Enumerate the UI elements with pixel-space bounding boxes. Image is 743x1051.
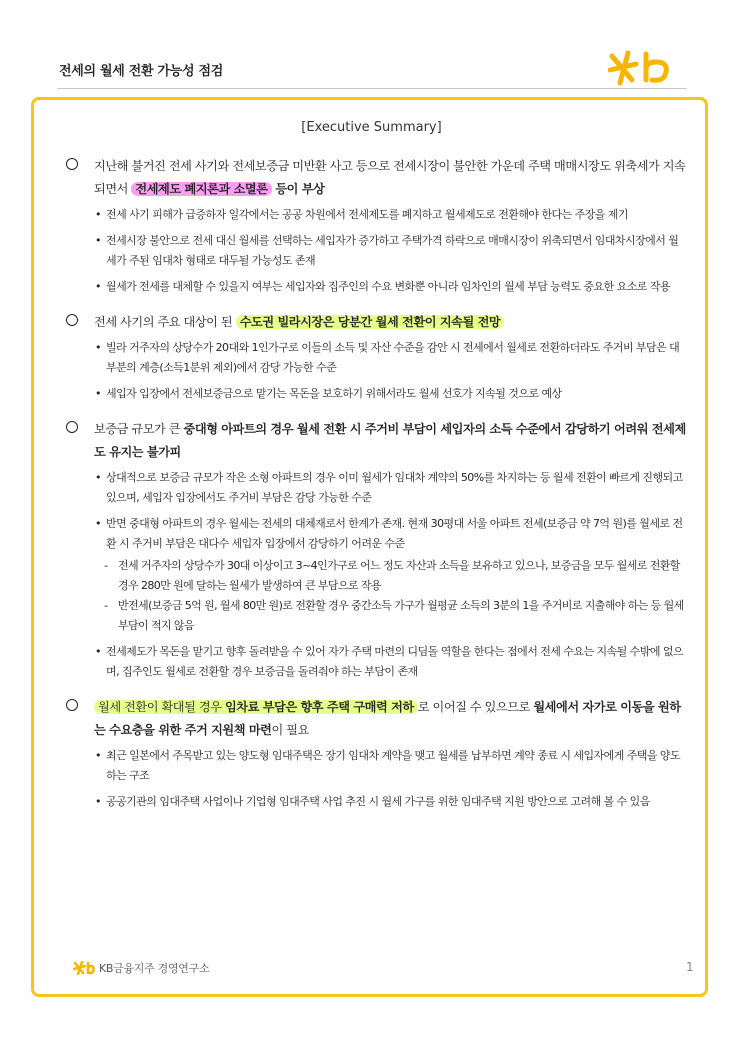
bullet-text: 전세시장 불안으로 전세 대신 월세를 선택하는 세입자가 증가하고 주택가격 하락으로 매매시장이 위축되면서 임대차시장에서 월세가 주된 임대차 형태로 대두될 가능성도 존재 <box>106 234 679 267</box>
bullet-text: 반면 중대형 아파트의 경우 월세는 전세의 대체재로서 한계가 존재. 현재 30평대 서울 아파트 전세(보증금 약 7억 원)를 월세로 전환 시 주거비 부담은 대다수 세입자 입장에서 감당하기 어려운 수준 <box>106 517 683 550</box>
summary-content <box>66 155 686 826</box>
headline-text: 지난해 불거진 전세 사기와 전세보증금 미반환 사고 등으로 전세시장이 불안한 가운데 주택 매매시장도 위축세가 지속되면서 <box>94 159 686 196</box>
header-divider <box>57 88 687 89</box>
bullet-text: 월세가 전세를 대체할 수 있을지 여부는 세입자와 집주인의 수요 변화뿐 아니라 임차인의 월세 부담 능력도 중요한 요소로 작용 <box>106 280 670 293</box>
dot-bullet-icon: • <box>95 795 101 808</box>
bullet-text: 빌라 거주자의 상당수가 20대와 1인가구로 이들의 소득 및 자산 수준을 감안 시 전세에서 월세로 전환하더라도 주거비 부담은 대부분의 계층(소득1분위 제외)에서 감당 가능한 수준 <box>106 341 680 374</box>
bullet-item <box>94 384 686 404</box>
circle-bullet-icon <box>66 699 78 711</box>
footer-logo <box>73 960 209 976</box>
dot-bullet-icon: • <box>95 517 101 530</box>
circle-bullet-icon <box>66 314 78 326</box>
summary-section <box>66 155 686 297</box>
highlighted-text <box>94 700 418 714</box>
dot-bullet-icon: • <box>95 341 101 354</box>
bold-text: 중대형 아파트의 경우 월세 전환 시 주거비 부담이 세입자의 소득 수준에서 감당하기 어려워 전세제도 유지는 불가피 <box>94 422 686 459</box>
sub-bullet-item <box>94 556 686 596</box>
summary-section <box>66 311 686 404</box>
bullet-text: 상대적으로 보증금 규모가 작은 소형 아파트의 경우 이미 월세가 임대차 계약의 50%를 차지하는 등 월세 전환이 빠르게 진행되고 있으며, 세입자 입장에서도 주거비 부담은 감당 가능한 수준 <box>106 471 683 504</box>
bullet-item <box>94 277 686 297</box>
dash-bullet-icon: - <box>104 559 108 572</box>
bullet-text: 최근 일본에서 주목받고 있는 양도형 임대주택은 장기 임대차 계약을 맺고 월세를 납부하면 계약 종료 시 세입자에게 주택을 양도하는 구조 <box>106 749 681 782</box>
section-headline <box>94 418 686 464</box>
section-headline <box>94 311 686 334</box>
circle-bullet-icon <box>66 158 78 170</box>
highlight-normal-part: 월세 전환이 확대될 경우 <box>98 700 225 714</box>
executive-summary-title: [Executive Summary] <box>301 120 442 135</box>
highlight-bold-part: 임차료 부담은 향후 주택 구매력 저하 <box>224 700 414 714</box>
headline-text: 전세 사기의 주요 대상이 된 <box>94 315 236 329</box>
headline-text: 로 이어질 수 있으므로 <box>417 700 534 714</box>
bullet-item <box>94 205 686 225</box>
sub-bullet-text: 반전세(보증금 5억 원, 월세 80만 원)로 전환할 경우 중간소득 가구가 월평균 소득의 3분의 1을 주거비로 지출해야 하는 등 월세 부담이 적지 않음 <box>118 599 684 632</box>
highlighted-text: 수도권 빌라시장은 당분간 월세 전환이 지속될 전망 <box>236 315 505 329</box>
dash-bullet-icon: - <box>104 599 108 612</box>
bullet-item <box>94 231 686 271</box>
bullet-item <box>94 746 686 786</box>
section-headline <box>94 155 686 201</box>
bullet-text: 세입자 입장에서 전세보증금으로 맡기는 목돈을 보호하기 위해서라도 월세 선호가 지속될 것으로 예상 <box>106 387 562 400</box>
headline-text: 이 필요 <box>271 723 309 737</box>
kb-star-icon <box>73 961 95 975</box>
sub-bullet-text: 전세 거주자의 상당수가 30대 이상이고 3~4인가구로 어느 정도 자산과 소득을 보유하고 있으나, 보증금을 모두 월세로 전환할 경우 280만 원에 달하는 월세가 발생하여 큰 부담으로 작용 <box>118 559 680 592</box>
circle-bullet-icon <box>66 421 78 433</box>
dot-bullet-icon: • <box>95 280 101 293</box>
summary-section <box>66 418 686 682</box>
bold-text: 월세에서 자가로 이동을 원하는 수요층을 위한 주거 지원책 마련 <box>94 700 681 737</box>
document-title: 전세의 월세 전환 가능성 점검 <box>59 64 223 79</box>
bullet-text: 공공기관의 임대주택 사업이나 기업형 임대주택 사업 추진 시 월세 가구를 위한 임대주택 지원 방안으로 고려해 볼 수 있음 <box>106 795 650 808</box>
footer-org: KB금융지주 경영연구소 <box>99 962 210 975</box>
section-headline <box>94 696 686 742</box>
bullet-item <box>94 338 686 378</box>
bullet-text: 전세 사기 피해가 급증하자 일각에서는 공공 차원에서 전세제도를 폐지하고 월세제도로 전환해야 한다는 주장을 제기 <box>106 208 628 221</box>
headline-text: 보증금 규모가 큰 <box>94 422 184 436</box>
dot-bullet-icon: • <box>95 645 101 658</box>
dot-bullet-icon: • <box>95 387 101 400</box>
kb-logo <box>608 50 676 86</box>
dot-bullet-icon: • <box>95 208 101 221</box>
highlighted-text: 전세제도 폐지론과 소멸론 <box>131 182 271 196</box>
dot-bullet-icon: • <box>95 749 101 762</box>
bullet-item <box>94 514 686 554</box>
sub-bullet-item <box>94 596 686 636</box>
bold-text: 등이 부상 <box>271 182 325 196</box>
bullet-item <box>94 642 686 682</box>
bullet-text: 전세제도가 목돈을 맡기고 향후 돌려받을 수 있어 자가 주택 마련의 디딤돌 역할을 한다는 점에서 전세 수요는 지속될 수밖에 없으며, 집주인도 월세로 전환할 경우 보증금을 돌려줘야 하는 부담이 존재 <box>106 645 683 678</box>
summary-section <box>66 696 686 812</box>
dot-bullet-icon: • <box>95 471 101 484</box>
bullet-item <box>94 468 686 508</box>
dot-bullet-icon: • <box>95 234 101 247</box>
page-number: 1 <box>686 960 694 974</box>
bullet-item <box>94 792 686 812</box>
